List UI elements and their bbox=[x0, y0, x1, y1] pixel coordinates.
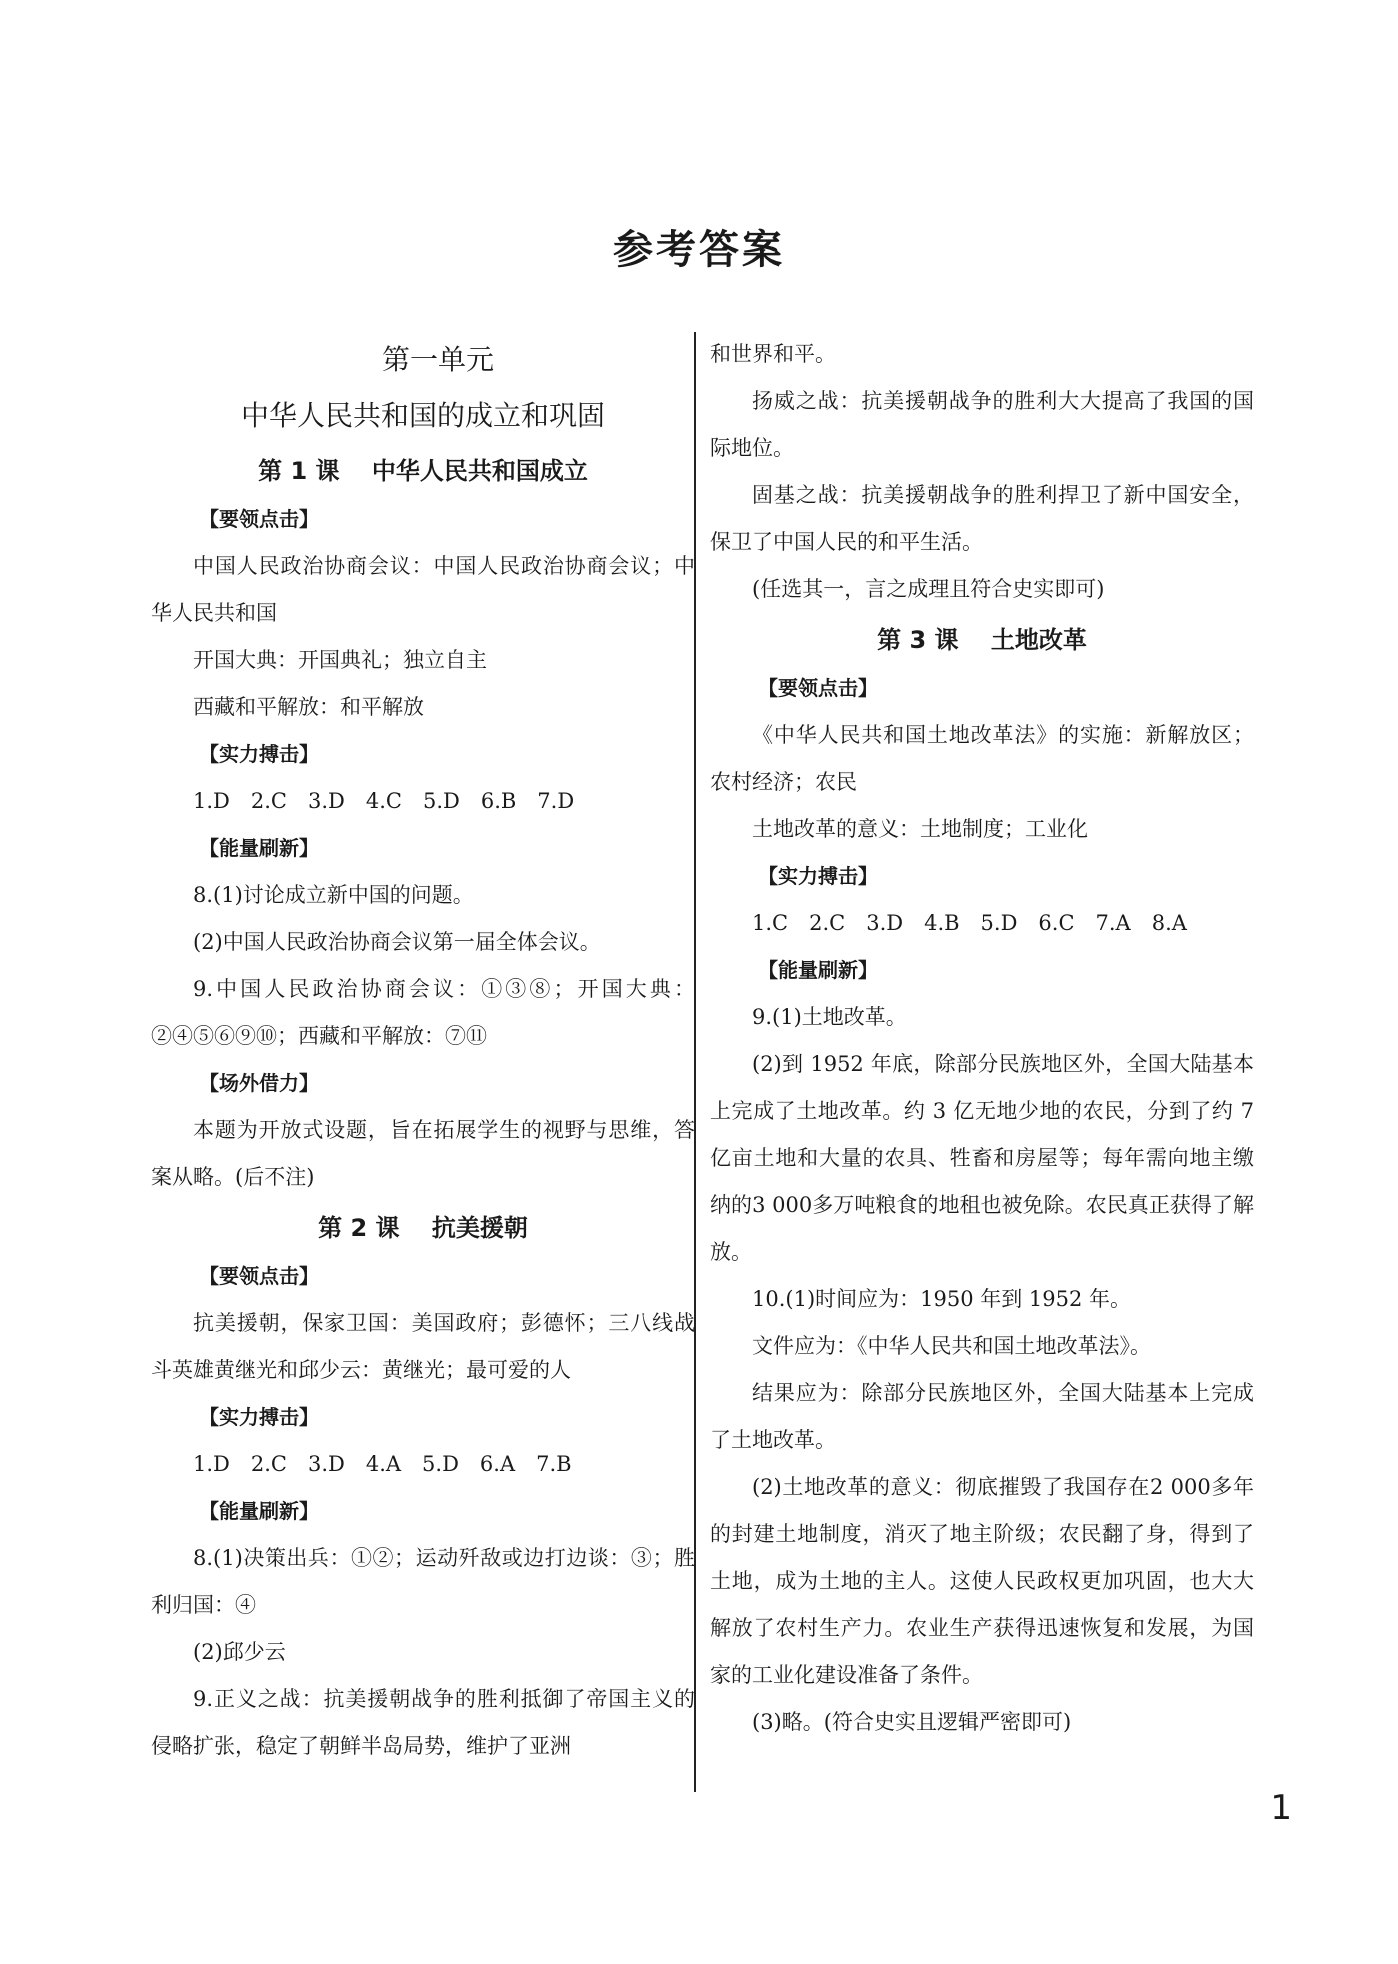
outside-answer: 本题为开放式设题，旨在拓展学生的视野与思维，答案从略。(后不注) bbox=[151, 1118, 695, 1189]
key-point: 中国人民政治协商会议：中国人民政治协商会议；中华人民共和国 bbox=[151, 554, 695, 625]
section-key-points: 【要领点击】 bbox=[199, 1264, 319, 1288]
key-point: 土地改革的意义：土地制度；工业化 bbox=[752, 817, 1088, 841]
practice-answers: 1.D 2.C 3.D 4.C 5.D 6.B 7.D bbox=[193, 789, 575, 813]
right-column bbox=[710, 331, 1254, 1746]
practice-answers: 1.C 2.C 3.D 4.B 5.D 6.C 7.A 8.A bbox=[752, 911, 1187, 935]
energy-answer: 8.(1)决策出兵：①②；运动歼敌或边打边谈：③；胜利归国：④ bbox=[151, 1546, 695, 1617]
section-energy: 【能量刷新】 bbox=[758, 958, 878, 982]
section-energy: 【能量刷新】 bbox=[199, 836, 319, 860]
practice-answers: 1.D 2.C 3.D 4.A 5.D 6.A 7.B bbox=[193, 1452, 572, 1476]
unit-title: 第一单元 bbox=[381, 343, 494, 376]
unit-subtitle: 中华人民共和国的成立和巩固 bbox=[240, 399, 605, 432]
energy-answer: 文件应为：《中华人民共和国土地改革法》。 bbox=[752, 1334, 1151, 1358]
continued-text: 固基之战：抗美援朝战争的胜利捍卫了新中国安全，保卫了中国人民的和平生活。 bbox=[710, 483, 1254, 554]
key-point: 《中华人民共和国土地改革法》的实施：新解放区；农村经济；农民 bbox=[710, 723, 1254, 794]
key-point: 西藏和平解放：和平解放 bbox=[193, 695, 424, 719]
section-outside: 【场外借力】 bbox=[199, 1071, 319, 1095]
energy-answer: (3)略。(符合史实且逻辑严密即可) bbox=[752, 1710, 1072, 1734]
page-title: 参考答案 bbox=[613, 227, 785, 273]
energy-answer: 9.正义之战：抗美援朝战争的胜利抵御了帝国主义的侵略扩张，稳定了朝鲜半岛局势，维护了亚洲 bbox=[151, 1687, 695, 1758]
continued-text: (任选其一，言之成理且符合史实即可) bbox=[752, 577, 1105, 601]
energy-answer: (2)中国人民政治协商会议第一届全体会议。 bbox=[193, 930, 601, 954]
section-key-points: 【要领点击】 bbox=[758, 676, 878, 700]
energy-answer: (2)土地改革的意义：彻底摧毁了我国存在2 000多年的封建土地制度，消灭了地主阶级；农民翻了身，得到了土地，成为土地的主人。这使人民政权更加巩固，也大大解放了农村生产力。农业生产获得迅速恢复和发展，为国家的工业化建设准备了条件。 bbox=[710, 1475, 1254, 1687]
energy-answer: 结果应为：除部分民族地区外，全国大陆基本上完成了土地改革。 bbox=[710, 1381, 1254, 1452]
continued-text: 和世界和平。 bbox=[710, 342, 836, 366]
continued-text: 扬威之战：抗美援朝战争的胜利大大提高了我国的国际地位。 bbox=[710, 389, 1254, 460]
energy-answer: (2)邱少云 bbox=[193, 1640, 286, 1664]
lesson-3-title: 第 3 课 土地改革 bbox=[877, 626, 1087, 654]
lesson-2-title: 第 2 课 抗美援朝 bbox=[318, 1214, 528, 1242]
section-practice: 【实力搏击】 bbox=[199, 742, 319, 766]
key-point: 开国大典：开国典礼；独立自主 bbox=[193, 648, 487, 672]
section-key-points: 【要领点击】 bbox=[199, 507, 319, 531]
energy-answer: 10.(1)时间应为：1950 年到 1952 年。 bbox=[752, 1287, 1132, 1311]
left-column bbox=[151, 332, 695, 1770]
lesson-1-title: 第 1 课 中华人民共和国成立 bbox=[258, 457, 588, 485]
energy-answer: (2)到 1952 年底，除部分民族地区外，全国大陆基本上完成了土地改革。约 3 亿无地少地的农民，分到了约 7 亿亩土地和大量的农具、牲畜和房屋等；每年需向地主缴纳的3 000多万吨粮食的地租也被免除。农民真正获得了解放。 bbox=[710, 1052, 1254, 1264]
energy-answer: 9.(1)土地改革。 bbox=[752, 1005, 907, 1029]
section-practice: 【实力搏击】 bbox=[758, 864, 878, 888]
energy-answer: 8.(1)讨论成立新中国的问题。 bbox=[193, 883, 474, 907]
section-practice: 【实力搏击】 bbox=[199, 1405, 319, 1429]
page-number: 1 bbox=[1270, 1788, 1292, 1828]
key-point: 抗美援朝，保家卫国：美国政府；彭德怀；三八线战斗英雄黄继光和邱少云：黄继光；最可爱的人 bbox=[151, 1311, 695, 1382]
section-energy: 【能量刷新】 bbox=[199, 1499, 319, 1523]
energy-answer: 9.中国人民政治协商会议：①③⑧；开国大典：②④⑤⑥⑨⑩；西藏和平解放：⑦⑪ bbox=[151, 977, 695, 1048]
